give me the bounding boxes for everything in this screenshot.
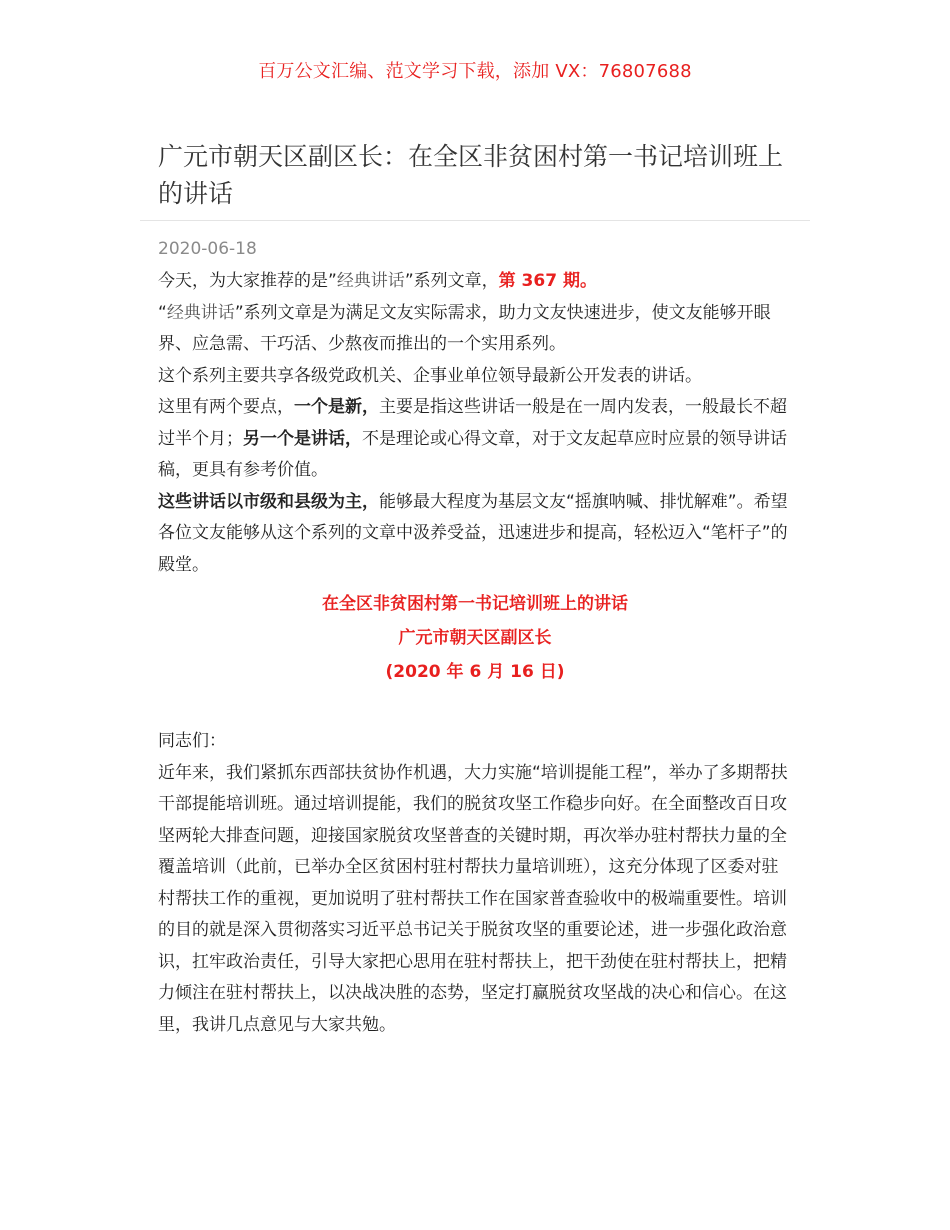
intro-text: 这里有两个要点，	[158, 397, 294, 417]
intro-text: 今天，为大家推荐的是”	[158, 271, 337, 291]
key-point: 这些讲话以市级和县级为主，	[158, 491, 379, 512]
series-name: 经典讲话	[336, 271, 405, 291]
speech-paragraph: 近年来，我们紧抓东西部扶贫协作机遇，大力实施“培训提能工程”，举办了多期帮扶干部提能培训班。通过培训提能，我们的脱贫攻坚工作稳步向好。在全面整改百日攻坚两轮大排查问题，迎接国家脱贫攻坚普查的关键时期，再次举办驻村帮扶力量的全覆盖培训（此前，已举办全区贫困村驻村帮扶力量培训班），这充分体现了区委对驻村帮扶工作的重视，更加说明了驻村帮扶工作在国家普查验收中的极端重要性。培训的目的就是深入贯彻落实习近平总书记关于脱贫攻坚的重要论述，进一步强化政治意识，扛牢政治责任，引导大家把心思用在驻村帮扶上，把干劲使在驻村帮扶上，把精力倾注在驻村帮扶上，以决战决胜的态势，坚定打赢脱贫攻坚战的决心和信心。在这里，我讲几点意见与大家共勉。	[158, 762, 788, 1035]
speech-title: 在全区非贫困村第一书记培训班上的讲话	[322, 594, 628, 614]
intro-text: ”系列文章，	[404, 271, 499, 291]
key-point: 另一个是讲话，	[243, 428, 362, 449]
issue-number: 第 367 期。	[498, 271, 597, 291]
series-name: 经典讲话	[166, 302, 235, 323]
publish-date: 2020-06-18	[158, 239, 257, 259]
speech-speaker: 广元市朝天区副区长	[398, 628, 552, 648]
intro-paragraph	[158, 266, 794, 298]
intro-paragraph	[158, 392, 794, 487]
speech-body	[158, 726, 794, 1041]
intro-paragraph	[158, 487, 794, 582]
speech-date: (2020 年 6 月 16 日)	[385, 662, 565, 682]
intro-text: 不是理论或心得文章，对于文友起草应时应景的领导讲话稿，更具有参考价值。	[158, 428, 787, 480]
intro-section	[158, 266, 794, 581]
intro-paragraph	[158, 298, 794, 361]
title-divider	[140, 220, 810, 221]
article-title: 广元市朝天区副区长：在全区非贫困村第一书记培训班上的讲话	[158, 142, 784, 208]
intro-text: 能够最大程度为基层文友“摇旗呐喊、排忧解难”。希望各位文友能够从这个系列的文章中汲养受益，迅速进步和提高，轻松迈入“笔杆子”的殿堂。	[158, 491, 788, 575]
intro-text: ”系列文章是为满足文友实际需求，助力文友快速进步，使文友能够开眼界、应急需、干巧活、少熬夜而推出的一个实用系列。	[158, 302, 771, 354]
intro-text: 主要是指这些讲话一般是在一周内发表，一般最长不超过半个月；	[158, 397, 787, 449]
intro-text: “	[158, 302, 167, 323]
promo-banner: 百万公文汇编、范文学习下载，添加 VX：76807688	[258, 61, 692, 82]
key-point: 一个是新，	[294, 397, 379, 417]
salutation: 同志们：	[158, 731, 226, 751]
intro-paragraph: 这个系列主要共享各级党政机关、企事业单位领导最新公开发表的讲话。	[158, 365, 702, 386]
